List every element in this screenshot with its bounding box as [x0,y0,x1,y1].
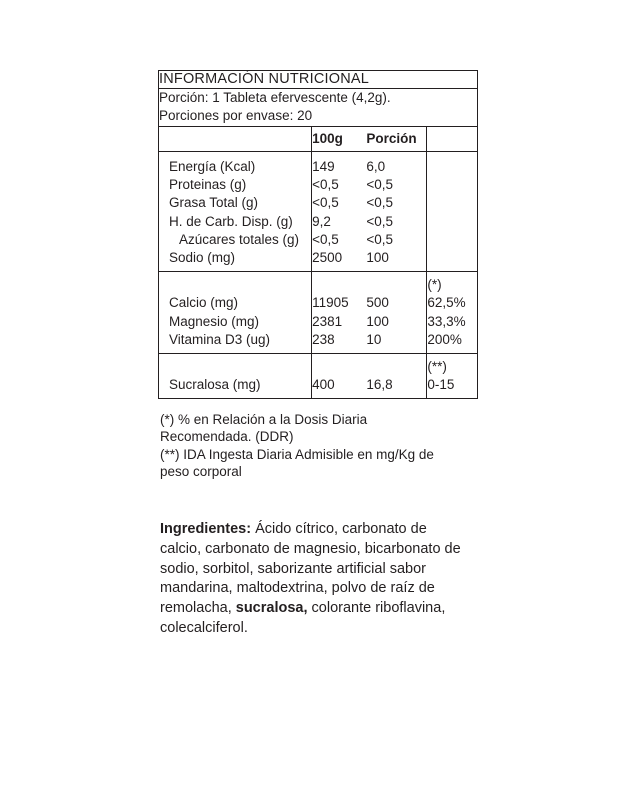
ddr-marker: (*) [427,272,478,295]
nutrient-per100: 11905 [312,294,367,312]
nutrient-per100: 2381 [312,312,367,330]
nutrient-portion: 100 [366,313,389,329]
nutrient-portion: 16,8 [366,377,393,393]
ingredients-text: Ácido cítrico, carbonato de calcio, carbonato de magnesio, bicarbonato de sodio, sorbitol, saborizante artificial sabor mandarina, maltodextrina, polvo de raíz de remolacha, [160,521,461,617]
spacer-cell [366,272,426,295]
nutrient-portion: <0,5 [366,195,394,211]
table-row [159,157,478,175]
nutrient-name: Energía (Kcal) [169,158,256,174]
table-row [159,249,478,272]
ingredients-section [158,520,470,638]
nutrient-per100: 238 [312,331,367,354]
nutrient-percent [427,194,478,212]
nutrient-percent [427,157,478,175]
ingredients-highlight: sucralosa, [235,600,308,617]
nutrient-per100: <0,5 [312,176,367,194]
table-row [159,212,478,230]
table-row [159,194,478,212]
spacer-cell [312,272,367,295]
spacer-cell [159,272,312,295]
nutrient-name: Magnesio (mg) [169,313,260,329]
nutrient-per100: 400 [312,376,367,399]
nutrient-name: Sodio (mg) [169,250,236,266]
nutrient-portion: <0,5 [366,231,394,247]
group-marker-row [159,353,478,376]
nutrition-facts-table [158,70,478,399]
nutrient-percent: 33,3% [427,312,478,330]
column-header-portion: Porción [366,126,426,152]
group-marker-row [159,272,478,295]
footnote-line: Recomendada. (DDR) [160,429,294,445]
footnote-line: peso corporal [160,463,242,479]
ingredients-heading: Ingredientes: [160,521,252,538]
table-row [159,176,478,194]
nutrition-label [158,70,478,638]
nutrient-percent [427,249,478,272]
nutrient-portion: <0,5 [366,176,394,192]
ida-marker: (**) [427,353,478,376]
nutrient-per100: 149 [312,157,367,175]
table-row [159,231,478,249]
nutrient-per100: <0,5 [312,231,367,249]
table-title-row [159,71,478,89]
footnote-line: (*) % en Relación a la Dosis Diaria [160,412,368,428]
servings-per-container: Porciones por envase: 20 [159,108,313,124]
nutrient-portion: 100 [366,250,389,266]
nutrient-portion: 500 [366,295,389,311]
nutrient-name: Calcio (mg) [169,295,239,311]
nutrient-per100: <0,5 [312,194,367,212]
nutrient-name: H. de Carb. Disp. (g) [169,213,293,229]
page-title: INFORMACIÓN NUTRICIONAL [159,71,478,89]
spacer-cell [159,353,312,376]
table-row [159,312,478,330]
nutrient-percent: 0-15 [427,376,478,399]
nutrient-name: Proteinas (g) [169,176,247,192]
spacer-cell [312,353,367,376]
table-row [159,294,478,312]
table-row [159,331,478,354]
nutrient-name: Vitamina D3 (ug) [169,331,271,347]
spacer-cell [366,353,426,376]
nutrient-percent [427,176,478,194]
ingredients-text-end: colorante riboflavina, colecalciferol. [160,600,446,636]
nutrient-per100: 2500 [312,249,367,272]
nutrient-percent: 200% [427,331,478,354]
column-header-percent [427,126,478,152]
nutrient-name: Grasa Total (g) [169,195,259,211]
nutrient-portion: <0,5 [366,213,394,229]
nutrient-name: Azúcares totales (g) [179,231,300,247]
serving-info [159,89,478,126]
nutrient-portion: 6,0 [366,158,386,174]
nutrient-percent [427,212,478,230]
nutrient-percent [427,231,478,249]
nutrient-portion: 10 [366,331,382,347]
column-header-row [159,126,478,152]
nutrient-per100: 9,2 [312,212,367,230]
column-header-per100: 100g [312,126,367,152]
column-header-name [159,126,312,152]
nutrient-percent: 62,5% [427,294,478,312]
footnotes [158,411,478,480]
serving-info-row [159,89,478,126]
table-row [159,376,478,399]
footnote-line: (**) IDA Ingesta Diaria Admisible en mg/Kg de [160,446,434,462]
serving-size: Porción: 1 Tableta efervescente (4,2g). [159,90,391,106]
nutrient-name: Sucralosa (mg) [169,377,261,393]
